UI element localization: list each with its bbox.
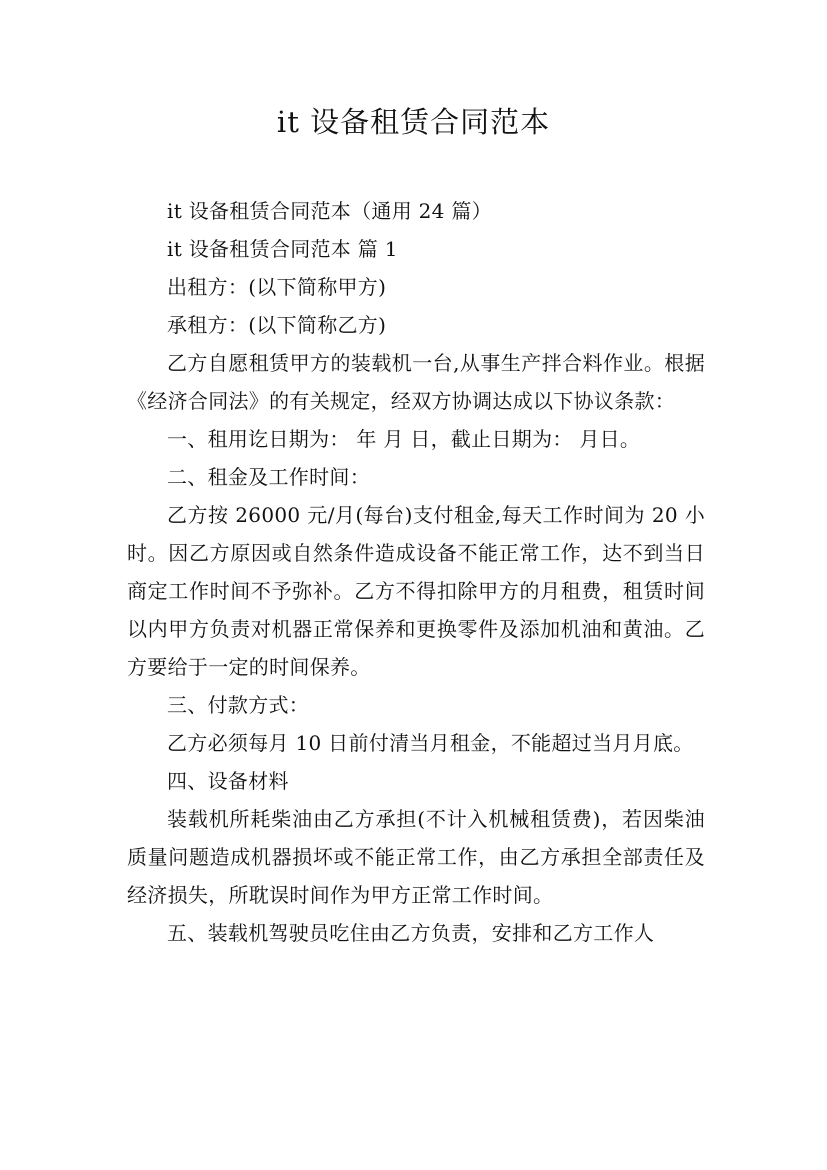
paragraph-clause-2-heading: 二、租金及工作时间： [167,465,370,489]
paragraph-clause-4-body: 装载机所耗柴油由乙方承担(不计入机械租赁费)，若因柴油质量问题造成机器损坏或不能正常工作，由乙方承担全部责任及经济损失，所耽误时间作为甲方正常工作时间。 [127,807,705,907]
paragraph-clause-3-body: 乙方必须每月 10 日前付清当月租金，不能超过当月月底。 [167,731,694,755]
paragraph-subtitle: it 设备租赁合同范本（通用 24 篇） [167,199,492,223]
paragraph-section-heading: it 设备租赁合同范本 篇 1 [167,237,398,261]
paragraph-clause-4-heading: 四、设备材料 [167,769,289,793]
paragraph-lessor: 出租方：(以下简称甲方) [167,275,387,299]
document-body [127,192,705,952]
paragraph-intro: 乙方自愿租赁甲方的装载机一台,从事生产拌合料作业。根据《经济合同法》的有关规定，经双方协调达成以下协议条款： [127,351,705,413]
document-title: it 设备租赁合同范本 [276,105,551,139]
paragraph-clause-1: 一、租用讫日期为： 年 月 日，截止日期为： 月日。 [167,427,641,451]
paragraph-clause-3-heading: 三、付款方式： [167,693,310,717]
paragraph-clause-2-body: 乙方按 26000 元/月(每台)支付租金,每天工作时间为 20 小时。因乙方原因或自然条件造成设备不能正常工作，达不到当日商定工作时间不予弥补。乙方不得扣除甲方的月租费，租赁时间以内甲方负责对机器正常保养和更换零件及添加机油和黄油。乙方要给于一定的时间保养。 [127,503,705,679]
paragraph-lessee: 承租方：(以下简称乙方) [167,313,387,337]
paragraph-clause-5: 五、装载机驾驶员吃住由乙方负责，安排和乙方工作人 [167,921,655,945]
